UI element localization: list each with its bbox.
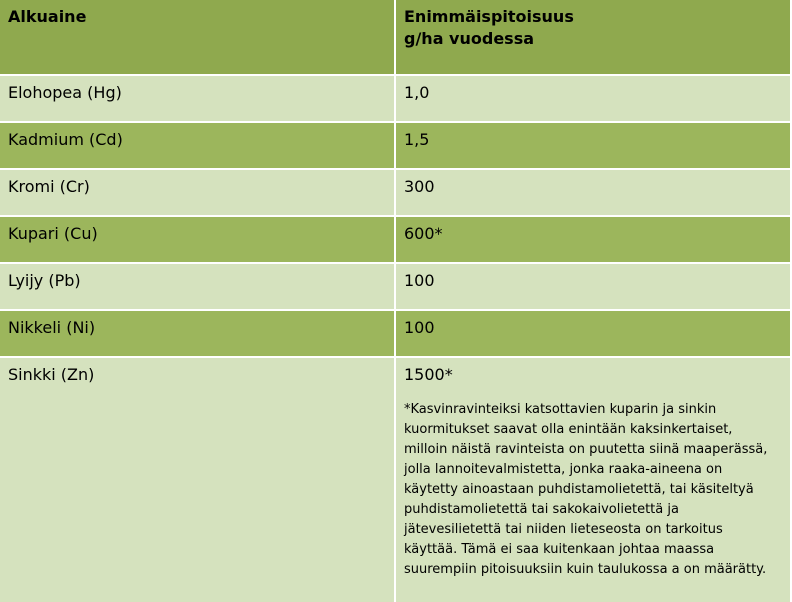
table-header-row <box>0 0 790 76</box>
row-element: Kadmium (Cd) <box>0 123 396 168</box>
row-element: Nikkeli (Ni) <box>0 311 396 356</box>
header-element-label: Alkuaine <box>8 7 87 26</box>
row-element: Elohopea (Hg) <box>0 76 396 121</box>
row-value: 100 <box>404 318 435 337</box>
row-value: 100 <box>404 271 435 290</box>
row-value: 1500* <box>404 365 453 384</box>
header-max-content <box>396 0 790 74</box>
header-max-line1: Enimmäispitoisuus <box>404 7 574 26</box>
table-row <box>0 170 790 217</box>
row-value: 1,0 <box>404 83 430 102</box>
row-element: Kromi (Cr) <box>0 170 396 215</box>
row-value: 600* <box>404 224 443 243</box>
footnote: *Kasvinravinteiksi katsottavien kuparin ja sinkin kuormitukset saavat olla enintään kaksinkertaiset, milloin näistä ravinteista on puutetta siinä maaperässä, jolla lannoitevalmistetta, jonka raaka-aineena on käytetty ainoastaan puhdistamolietettä, tai käsiteltyä puhdistamolietettä tai sakokaivolietettä ja jätevesilietettä tai niiden lieteseosta on tarkoitus käyttää. Tämä ei saa kuitenkaan johtaa maassa suurempiin pitoisuuksiin kuin taulukossa a on määrätty. <box>404 402 768 577</box>
table-row <box>0 123 790 170</box>
row-value-cell <box>396 358 790 602</box>
row-element: Sinkki (Zn) <box>0 358 396 602</box>
header-element <box>0 0 396 74</box>
row-value: 1,5 <box>404 130 430 149</box>
table-row <box>0 217 790 264</box>
table-row <box>0 264 790 311</box>
row-element: Lyijy (Pb) <box>0 264 396 309</box>
table-row <box>0 76 790 123</box>
table-row <box>0 358 790 602</box>
table-row <box>0 311 790 358</box>
row-element: Kupari (Cu) <box>0 217 396 262</box>
row-value: 300 <box>404 177 435 196</box>
header-max-line2: g/ha vuodessa <box>404 29 535 48</box>
